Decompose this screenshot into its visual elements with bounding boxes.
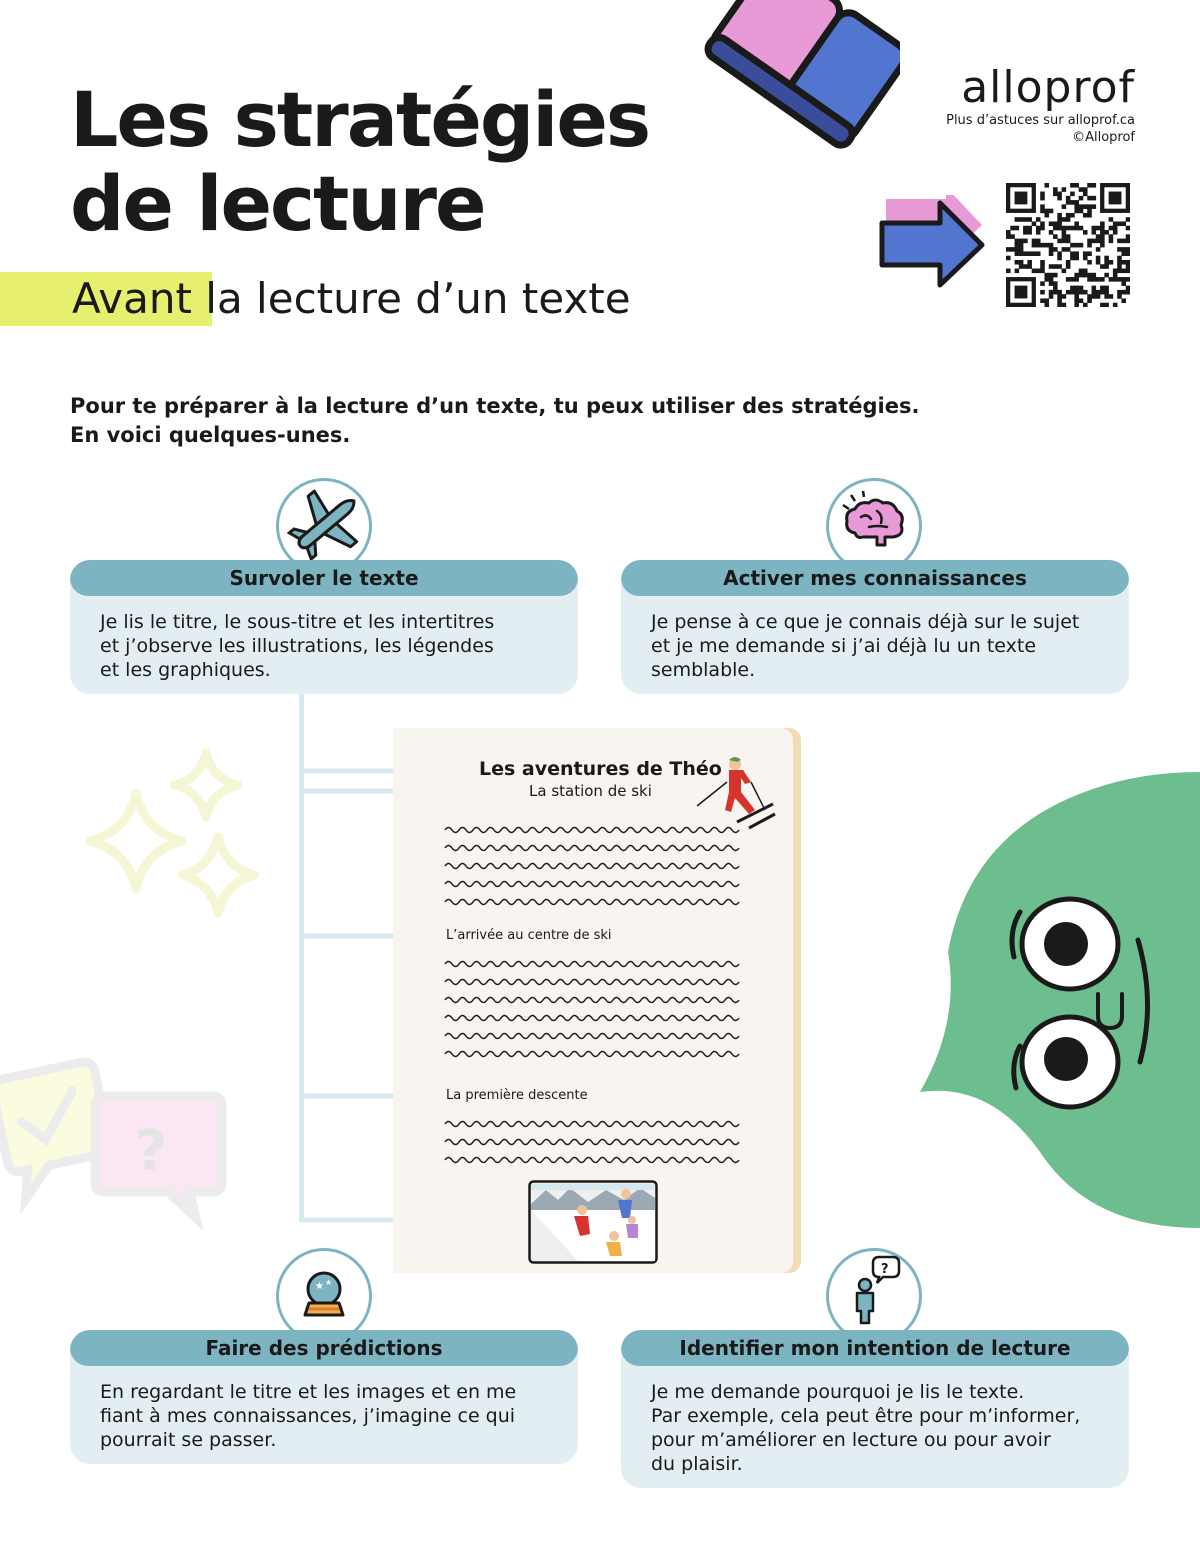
eraser-icon xyxy=(690,0,900,165)
alloprof-logo[interactable] xyxy=(935,64,1135,146)
card-intention xyxy=(621,1330,1129,1488)
card-line: et j’observe les illustrations, les légendes xyxy=(100,635,494,657)
card-body xyxy=(70,596,578,694)
card-line: En regardant le titre et les images et en me xyxy=(100,1381,517,1403)
wavy-text-line xyxy=(445,1052,739,1057)
card-line: et je me demande si j’ai déjà lu un texte xyxy=(651,635,1037,657)
card-line: Je lis le titre, le sous-titre et les intertitres xyxy=(100,611,495,633)
card-line: pour m’améliorer en lecture ou pour avoir xyxy=(651,1429,1051,1451)
document-text-lines xyxy=(443,818,743,1168)
person-question-icon xyxy=(829,1251,919,1341)
svg-text:?: ? xyxy=(881,1262,889,1277)
title-line-1: Les stratégies xyxy=(70,75,650,164)
arrow-right-icon xyxy=(878,195,988,295)
intro-line-1: Pour te préparer à la lecture d’un texte, tu peux utiliser des stratégies. xyxy=(70,394,920,418)
card-line: du plaisir. xyxy=(651,1453,743,1475)
brain-icon xyxy=(829,481,919,571)
wavy-text-line xyxy=(445,882,739,887)
logo-wordmark: alloprof xyxy=(961,62,1135,113)
wavy-text-line xyxy=(445,828,739,833)
svg-text:★: ★ xyxy=(325,1278,333,1287)
speech-bubbles-icon xyxy=(0,1050,240,1230)
card-body xyxy=(70,1366,578,1464)
card-body xyxy=(621,1366,1129,1488)
wavy-text-line xyxy=(445,846,739,851)
card-line: fiant à mes connaissances, j’imagine ce qui xyxy=(100,1405,516,1427)
wavy-text-line xyxy=(445,864,739,869)
page-subtitle xyxy=(72,274,631,324)
intro-line-2: En voici quelques-unes. xyxy=(70,423,351,447)
svg-text:★: ★ xyxy=(315,1281,324,1292)
document-subtitle: La station de ski xyxy=(529,782,652,800)
card-title: Survoler le texte xyxy=(70,560,578,596)
wavy-text-line xyxy=(445,900,739,905)
card-title: Faire des prédictions xyxy=(70,1330,578,1366)
title-line-2: de lecture xyxy=(70,159,485,248)
wavy-text-line xyxy=(445,1016,739,1021)
logo-tagline: Plus d’astuces sur alloprof.ca xyxy=(946,113,1135,128)
card-line: et les graphiques. xyxy=(100,659,271,681)
subtitle-highlight-word: Avant xyxy=(72,274,192,323)
subtitle-block xyxy=(0,272,700,328)
text-document-illustration xyxy=(393,728,805,1273)
wavy-text-line xyxy=(445,962,739,967)
wavy-text-line xyxy=(445,1140,739,1145)
subtitle-rest: la lecture d’un texte xyxy=(191,274,631,323)
wavy-text-line xyxy=(445,980,739,985)
airplane-icon xyxy=(279,481,369,571)
card-survoler xyxy=(70,560,578,694)
wavy-text-line xyxy=(445,1122,739,1127)
intro-text xyxy=(70,392,1070,450)
card-line: semblable. xyxy=(651,659,756,681)
card-line: Je me demande pourquoi je lis le texte. xyxy=(651,1381,1025,1403)
document-title: Les aventures de Théo xyxy=(479,758,722,780)
svg-text:?: ? xyxy=(135,1119,168,1184)
card-activer xyxy=(621,560,1129,694)
qr-code-icon[interactable] xyxy=(1006,183,1130,307)
card-title: Activer mes connaissances xyxy=(621,560,1129,596)
wavy-text-line xyxy=(445,998,739,1003)
card-title: Identifier mon intention de lecture xyxy=(621,1330,1129,1366)
document-section-heading-1: L’arrivée au centre de ski xyxy=(446,928,612,943)
card-line: pourrait se passer. xyxy=(100,1429,277,1451)
page-title xyxy=(70,75,710,248)
card-line: Par exemple, cela peut être pour m’informer, xyxy=(651,1405,1081,1427)
document-section-heading-2: La première descente xyxy=(446,1088,588,1103)
wavy-text-line xyxy=(445,1158,739,1163)
ski-picture-icon xyxy=(528,1180,658,1264)
crystal-ball-icon xyxy=(279,1251,369,1341)
mascot-icon xyxy=(920,772,1200,1228)
logo-copyright: ©Alloprof xyxy=(1072,130,1135,145)
card-line: Je pense à ce que je connais déjà sur le sujet xyxy=(651,611,1080,633)
card-predictions xyxy=(70,1330,578,1464)
sparkles-icon xyxy=(78,745,278,930)
card-body xyxy=(621,596,1129,694)
wavy-text-line xyxy=(445,1034,739,1039)
